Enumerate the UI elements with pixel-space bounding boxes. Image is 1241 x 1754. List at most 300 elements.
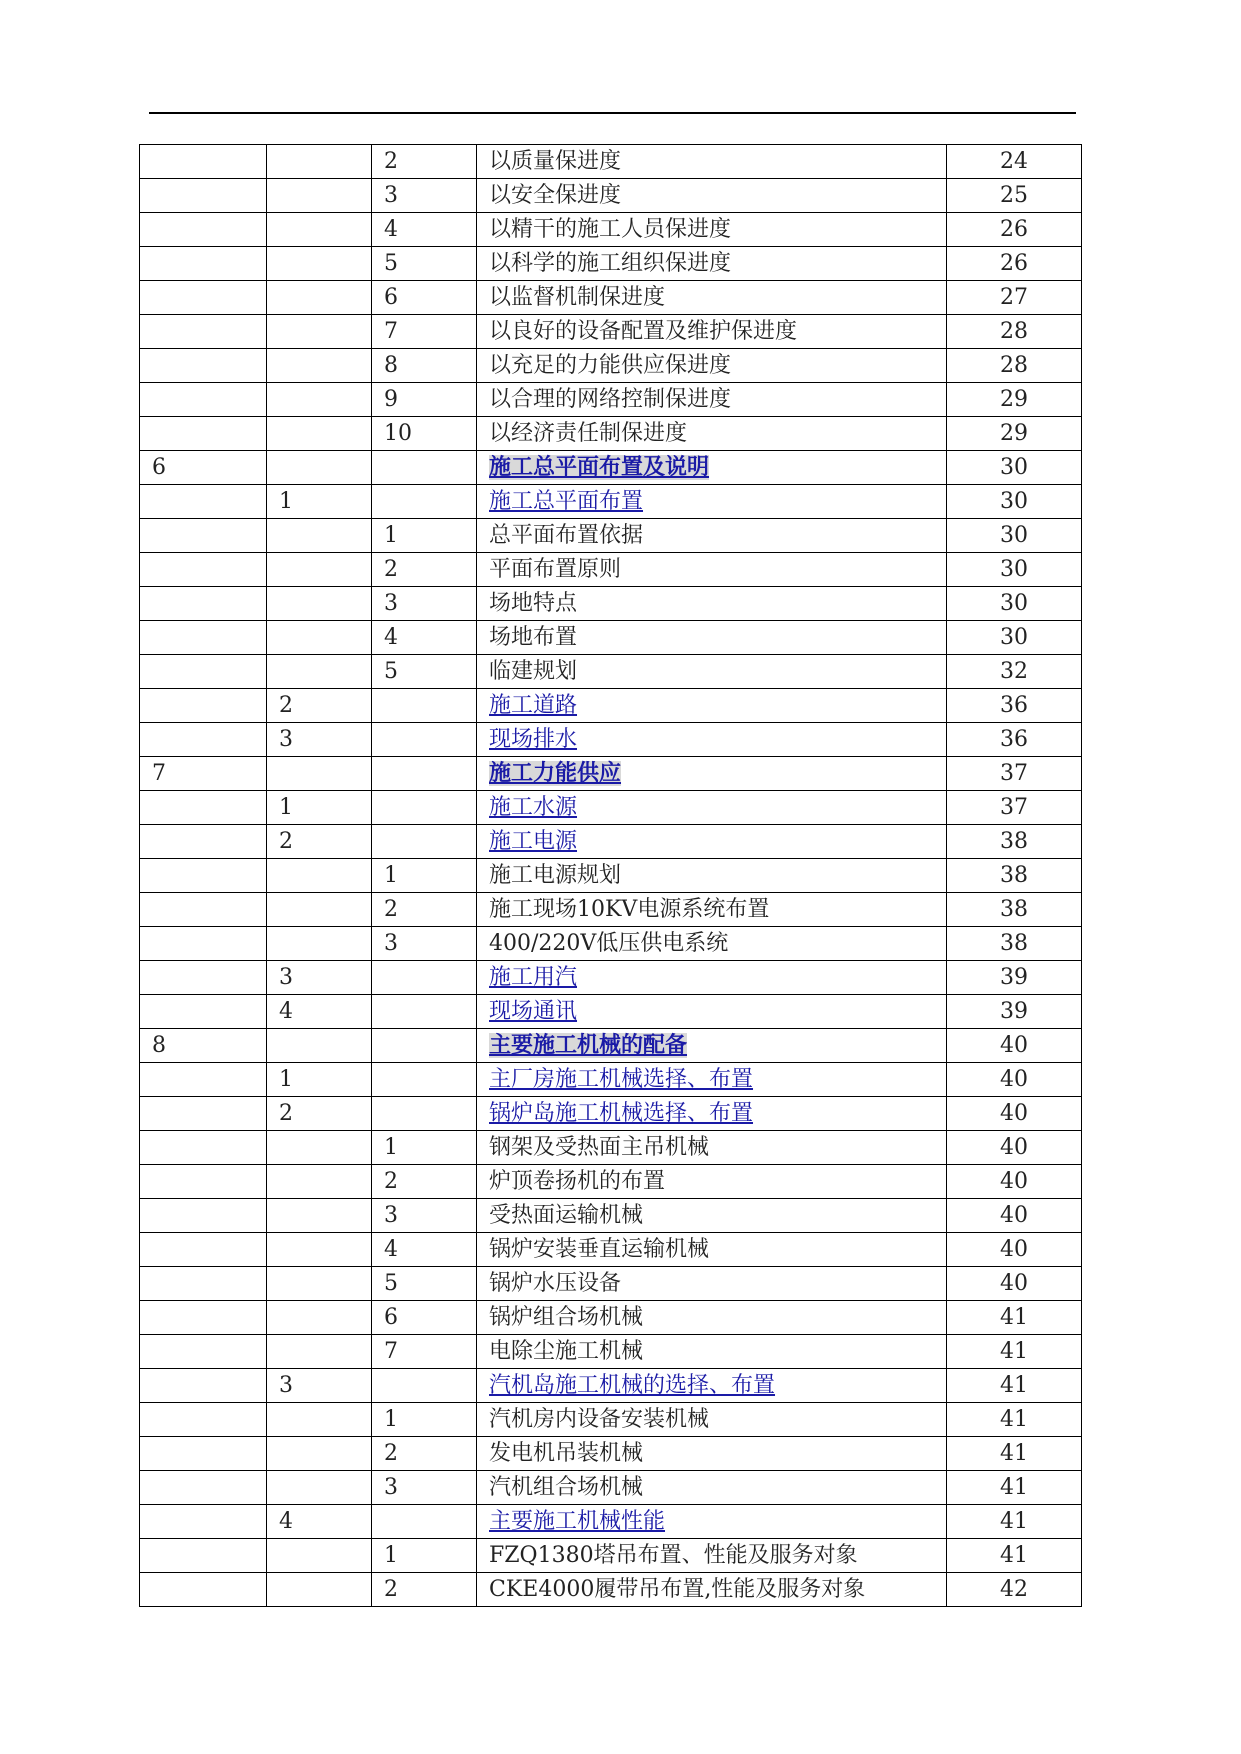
toc-level3-number xyxy=(372,961,477,995)
toc-level1-number xyxy=(140,1505,267,1539)
toc-level1-number xyxy=(140,621,267,655)
toc-level3-number xyxy=(372,689,477,723)
toc-level1-number xyxy=(140,315,267,349)
toc-level3-number: 1 xyxy=(372,1539,477,1573)
toc-title-cell[interactable] xyxy=(477,825,947,859)
toc-row xyxy=(140,281,1082,315)
toc-level2-number xyxy=(267,1335,372,1369)
toc-subsection-title: 以监督机制保进度 xyxy=(489,285,666,310)
toc-page-number: 37 xyxy=(947,757,1082,791)
toc-page-number: 40 xyxy=(947,1097,1082,1131)
toc-level1-number xyxy=(140,927,267,961)
toc-title-cell[interactable] xyxy=(477,451,947,485)
toc-title-cell xyxy=(477,893,947,927)
toc-title-cell xyxy=(477,1573,947,1607)
toc-subsection-title: 炉顶卷扬机的布置 xyxy=(489,1169,666,1194)
toc-title-cell xyxy=(477,179,947,213)
toc-level1-number: 8 xyxy=(140,1029,267,1063)
toc-level3-number: 1 xyxy=(372,519,477,553)
toc-level1-number xyxy=(140,553,267,587)
toc-level1-number xyxy=(140,1097,267,1131)
toc-title-cell xyxy=(477,1233,947,1267)
toc-row xyxy=(140,859,1082,893)
toc-level1-number xyxy=(140,349,267,383)
toc-page-number: 39 xyxy=(947,961,1082,995)
toc-level3-number: 2 xyxy=(372,145,477,179)
toc-subsection-title: 以经济责任制保进度 xyxy=(489,421,688,446)
toc-title-cell xyxy=(477,417,947,451)
toc-section-link[interactable]: 施工水源 xyxy=(489,795,578,820)
toc-level3-number: 1 xyxy=(372,1403,477,1437)
toc-level1-number xyxy=(140,485,267,519)
toc-level2-number xyxy=(267,1131,372,1165)
toc-page-number: 40 xyxy=(947,1233,1082,1267)
toc-level1-number xyxy=(140,1301,267,1335)
toc-row xyxy=(140,1573,1082,1607)
toc-title-cell xyxy=(477,1301,947,1335)
toc-level2-number xyxy=(267,281,372,315)
toc-level3-number: 2 xyxy=(372,553,477,587)
toc-level2-number xyxy=(267,349,372,383)
toc-title-cell xyxy=(477,1471,947,1505)
toc-level1-number xyxy=(140,825,267,859)
toc-title-cell[interactable] xyxy=(477,1029,947,1063)
toc-level2-number xyxy=(267,1233,372,1267)
toc-page-number: 41 xyxy=(947,1403,1082,1437)
toc-level1-number xyxy=(140,1539,267,1573)
toc-row xyxy=(140,417,1082,451)
toc-level2-number xyxy=(267,213,372,247)
toc-title-cell[interactable] xyxy=(477,723,947,757)
toc-level2-number xyxy=(267,587,372,621)
toc-page-number: 41 xyxy=(947,1471,1082,1505)
toc-level1-number xyxy=(140,417,267,451)
toc-section-link[interactable]: 施工总平面布置 xyxy=(489,489,644,514)
toc-page-number: 41 xyxy=(947,1505,1082,1539)
toc-subsection-title: 锅炉组合场机械 xyxy=(489,1305,644,1330)
toc-level3-number: 2 xyxy=(372,893,477,927)
toc-page-number: 37 xyxy=(947,791,1082,825)
toc-page-number: 26 xyxy=(947,247,1082,281)
toc-level3-number xyxy=(372,825,477,859)
toc-level3-number xyxy=(372,1029,477,1063)
toc-row xyxy=(140,519,1082,553)
toc-title-cell xyxy=(477,1403,947,1437)
toc-level3-number: 4 xyxy=(372,621,477,655)
toc-subsection-title: 电除尘施工机械 xyxy=(489,1339,644,1364)
toc-level1-number xyxy=(140,145,267,179)
toc-subsection-title: 以合理的网络控制保进度 xyxy=(489,387,732,412)
toc-chapter-link[interactable]: 主要施工机械的配备 xyxy=(489,1033,688,1058)
toc-level2-number xyxy=(267,1437,372,1471)
toc-section-link[interactable]: 锅炉岛施工机械选择、布置 xyxy=(489,1101,754,1126)
toc-level2-number: 1 xyxy=(267,1063,372,1097)
toc-level3-number xyxy=(372,451,477,485)
toc-level3-number: 3 xyxy=(372,1199,477,1233)
toc-table xyxy=(139,144,1082,1607)
toc-level3-number xyxy=(372,723,477,757)
toc-level3-number: 8 xyxy=(372,349,477,383)
toc-row xyxy=(140,893,1082,927)
toc-level1-number xyxy=(140,1267,267,1301)
toc-row xyxy=(140,1029,1082,1063)
toc-level3-number: 1 xyxy=(372,1131,477,1165)
toc-subsection-title: 施工电源规划 xyxy=(489,863,622,888)
toc-level3-number: 3 xyxy=(372,587,477,621)
toc-page-number: 41 xyxy=(947,1539,1082,1573)
toc-row xyxy=(140,1437,1082,1471)
toc-page-number: 41 xyxy=(947,1301,1082,1335)
toc-row xyxy=(140,1063,1082,1097)
toc-row xyxy=(140,757,1082,791)
toc-title-cell[interactable] xyxy=(477,1063,947,1097)
toc-title-cell[interactable] xyxy=(477,689,947,723)
toc-title-cell[interactable] xyxy=(477,1369,947,1403)
toc-row xyxy=(140,1199,1082,1233)
toc-subsection-title: 锅炉水压设备 xyxy=(489,1271,622,1296)
toc-level3-number xyxy=(372,485,477,519)
toc-level1-number xyxy=(140,519,267,553)
toc-level1-number: 6 xyxy=(140,451,267,485)
toc-title-cell xyxy=(477,655,947,689)
toc-level2-number xyxy=(267,1165,372,1199)
toc-level2-number xyxy=(267,893,372,927)
toc-level3-number xyxy=(372,1097,477,1131)
toc-level2-number xyxy=(267,179,372,213)
toc-subsection-title: 以科学的施工组织保进度 xyxy=(489,251,732,276)
toc-title-cell xyxy=(477,1165,947,1199)
toc-subsection-title: 以质量保进度 xyxy=(489,149,622,174)
toc-title-cell xyxy=(477,927,947,961)
toc-section-link[interactable]: 主要施工机械性能 xyxy=(489,1509,666,1534)
toc-section-link[interactable]: 汽机岛施工机械的选择、布置 xyxy=(489,1373,776,1398)
toc-subsection-title: 场地布置 xyxy=(489,625,578,650)
toc-level1-number xyxy=(140,1199,267,1233)
toc-subsection-title: 以精干的施工人员保进度 xyxy=(489,217,732,242)
toc-title-cell[interactable] xyxy=(477,757,947,791)
toc-page-number: 41 xyxy=(947,1369,1082,1403)
toc-level2-number xyxy=(267,859,372,893)
toc-level2-number: 3 xyxy=(267,723,372,757)
toc-level2-number xyxy=(267,1029,372,1063)
toc-level3-number: 2 xyxy=(372,1437,477,1471)
toc-page-number: 32 xyxy=(947,655,1082,689)
toc-level1-number xyxy=(140,1335,267,1369)
toc-level1-number xyxy=(140,383,267,417)
toc-page-number: 29 xyxy=(947,383,1082,417)
toc-title-cell xyxy=(477,315,947,349)
toc-page-number: 36 xyxy=(947,689,1082,723)
toc-subsection-title: 受热面运输机械 xyxy=(489,1203,644,1228)
toc-level1-number xyxy=(140,179,267,213)
toc-level2-number xyxy=(267,1403,372,1437)
toc-level2-number xyxy=(267,417,372,451)
toc-subsection-title: 平面布置原则 xyxy=(489,557,622,582)
toc-level2-number: 2 xyxy=(267,1097,372,1131)
toc-row xyxy=(140,621,1082,655)
toc-title-cell xyxy=(477,1539,947,1573)
toc-level1-number xyxy=(140,1131,267,1165)
toc-level2-number xyxy=(267,655,372,689)
toc-subsection-title: 临建规划 xyxy=(489,659,578,684)
toc-subsection-title: 钢架及受热面主吊机械 xyxy=(489,1135,710,1160)
toc-level2-number: 4 xyxy=(267,995,372,1029)
toc-level1-number xyxy=(140,1403,267,1437)
toc-page-number: 40 xyxy=(947,1131,1082,1165)
toc-row xyxy=(140,451,1082,485)
toc-row xyxy=(140,1539,1082,1573)
toc-title-cell xyxy=(477,349,947,383)
toc-row xyxy=(140,1131,1082,1165)
toc-row xyxy=(140,485,1082,519)
toc-row xyxy=(140,1403,1082,1437)
toc-level1-number xyxy=(140,723,267,757)
toc-level3-number: 5 xyxy=(372,1267,477,1301)
toc-page-number: 40 xyxy=(947,1029,1082,1063)
toc-title-cell xyxy=(477,213,947,247)
toc-level3-number xyxy=(372,1063,477,1097)
toc-level3-number: 3 xyxy=(372,179,477,213)
toc-section-link[interactable]: 施工道路 xyxy=(489,693,578,718)
toc-subsection-title: 场地特点 xyxy=(489,591,578,616)
toc-section-link[interactable]: 现场排水 xyxy=(489,727,578,752)
toc-level1-number xyxy=(140,281,267,315)
toc-level3-number: 3 xyxy=(372,1471,477,1505)
toc-level1-number xyxy=(140,247,267,281)
toc-title-cell xyxy=(477,281,947,315)
toc-subsection-title: 汽机组合场机械 xyxy=(489,1475,644,1500)
toc-page-number: 30 xyxy=(947,519,1082,553)
toc-title-cell[interactable] xyxy=(477,1505,947,1539)
toc-level3-number: 7 xyxy=(372,1335,477,1369)
toc-level1-number xyxy=(140,893,267,927)
toc-page-number: 41 xyxy=(947,1335,1082,1369)
toc-row xyxy=(140,825,1082,859)
toc-row xyxy=(140,1505,1082,1539)
toc-level2-number xyxy=(267,145,372,179)
toc-row xyxy=(140,791,1082,825)
toc-subsection-title: 以安全保进度 xyxy=(489,183,622,208)
toc-page-number: 29 xyxy=(947,417,1082,451)
toc-level2-number xyxy=(267,553,372,587)
toc-level2-number xyxy=(267,927,372,961)
toc-page-number: 40 xyxy=(947,1165,1082,1199)
toc-page-number: 36 xyxy=(947,723,1082,757)
toc-section-link[interactable]: 主厂房施工机械选择、布置 xyxy=(489,1067,754,1092)
toc-level3-number: 5 xyxy=(372,247,477,281)
toc-subsection-title: 锅炉安装垂直运输机械 xyxy=(489,1237,710,1262)
toc-level3-number: 6 xyxy=(372,1301,477,1335)
toc-row xyxy=(140,1471,1082,1505)
toc-row xyxy=(140,179,1082,213)
toc-level1-number xyxy=(140,791,267,825)
toc-row xyxy=(140,1165,1082,1199)
toc-chapter-link[interactable]: 施工力能供应 xyxy=(489,761,622,786)
toc-level2-number: 4 xyxy=(267,1505,372,1539)
toc-title-cell xyxy=(477,519,947,553)
toc-body xyxy=(140,145,1082,1607)
toc-level3-number xyxy=(372,757,477,791)
toc-page-number: 38 xyxy=(947,859,1082,893)
toc-level1-number xyxy=(140,859,267,893)
toc-page-number: 30 xyxy=(947,485,1082,519)
toc-page-number: 30 xyxy=(947,621,1082,655)
toc-level3-number: 7 xyxy=(372,315,477,349)
toc-row xyxy=(140,587,1082,621)
toc-title-cell xyxy=(477,621,947,655)
toc-level3-number: 2 xyxy=(372,1573,477,1607)
toc-section-link[interactable]: 现场通讯 xyxy=(489,999,578,1024)
toc-title-cell xyxy=(477,1199,947,1233)
toc-level1-number xyxy=(140,1437,267,1471)
toc-level3-number: 9 xyxy=(372,383,477,417)
toc-level2-number: 2 xyxy=(267,825,372,859)
toc-subsection-title: FZQ1380塔吊布置、性能及服务对象 xyxy=(489,1543,858,1568)
toc-level2-number xyxy=(267,519,372,553)
toc-level2-number xyxy=(267,247,372,281)
toc-page-number: 26 xyxy=(947,213,1082,247)
toc-level2-number xyxy=(267,315,372,349)
toc-level2-number xyxy=(267,1573,372,1607)
toc-chapter-link[interactable]: 施工总平面布置及说明 xyxy=(489,455,710,480)
header-rule xyxy=(149,112,1076,114)
toc-level2-number xyxy=(267,1199,372,1233)
toc-level3-number: 2 xyxy=(372,1165,477,1199)
toc-row xyxy=(140,1097,1082,1131)
toc-page-number: 30 xyxy=(947,451,1082,485)
toc-level2-number xyxy=(267,757,372,791)
toc-title-cell xyxy=(477,383,947,417)
toc-level1-number xyxy=(140,1063,267,1097)
toc-level3-number xyxy=(372,1505,477,1539)
toc-subsection-title: 发电机吊装机械 xyxy=(489,1441,644,1466)
toc-level2-number xyxy=(267,1267,372,1301)
toc-row xyxy=(140,349,1082,383)
toc-level1-number xyxy=(140,1233,267,1267)
toc-level3-number: 1 xyxy=(372,859,477,893)
toc-level1-number xyxy=(140,995,267,1029)
toc-page-number: 38 xyxy=(947,927,1082,961)
toc-level1-number xyxy=(140,1165,267,1199)
toc-section-link[interactable]: 施工电源 xyxy=(489,829,578,854)
toc-level1-number xyxy=(140,961,267,995)
toc-level2-number: 2 xyxy=(267,689,372,723)
toc-level3-number: 3 xyxy=(372,927,477,961)
toc-title-cell[interactable] xyxy=(477,995,947,1029)
toc-row xyxy=(140,553,1082,587)
toc-level2-number xyxy=(267,1301,372,1335)
toc-row xyxy=(140,383,1082,417)
toc-row xyxy=(140,145,1082,179)
toc-level2-number: 3 xyxy=(267,961,372,995)
toc-level2-number xyxy=(267,621,372,655)
toc-row xyxy=(140,213,1082,247)
toc-level1-number xyxy=(140,213,267,247)
toc-level3-number xyxy=(372,1369,477,1403)
toc-title-cell xyxy=(477,553,947,587)
toc-level2-number: 1 xyxy=(267,791,372,825)
toc-level1-number xyxy=(140,689,267,723)
toc-title-cell xyxy=(477,1437,947,1471)
toc-row xyxy=(140,1233,1082,1267)
toc-subsection-title: 施工现场10KV电源系统布置 xyxy=(489,897,770,922)
toc-level1-number xyxy=(140,655,267,689)
toc-level3-number: 4 xyxy=(372,213,477,247)
toc-section-link[interactable]: 施工用汽 xyxy=(489,965,578,990)
toc-page-number: 24 xyxy=(947,145,1082,179)
toc-title-cell[interactable] xyxy=(477,1097,947,1131)
toc-page-number: 40 xyxy=(947,1267,1082,1301)
toc-level3-number: 5 xyxy=(372,655,477,689)
toc-title-cell xyxy=(477,247,947,281)
toc-page-number: 25 xyxy=(947,179,1082,213)
toc-level3-number: 4 xyxy=(372,1233,477,1267)
toc-row xyxy=(140,1369,1082,1403)
toc-level2-number xyxy=(267,1471,372,1505)
toc-level2-number: 1 xyxy=(267,485,372,519)
toc-page-number: 38 xyxy=(947,825,1082,859)
toc-page-number: 30 xyxy=(947,587,1082,621)
toc-level1-number: 7 xyxy=(140,757,267,791)
toc-row xyxy=(140,1301,1082,1335)
toc-page-number: 40 xyxy=(947,1199,1082,1233)
toc-subsection-title: 汽机房内设备安装机械 xyxy=(489,1407,710,1432)
toc-title-cell xyxy=(477,1131,947,1165)
toc-row xyxy=(140,247,1082,281)
toc-title-cell xyxy=(477,145,947,179)
toc-title-cell xyxy=(477,1267,947,1301)
toc-row xyxy=(140,1335,1082,1369)
toc-subsection-title: CKE4000履带吊布置,性能及服务对象 xyxy=(489,1577,866,1602)
toc-title-cell xyxy=(477,859,947,893)
toc-level1-number xyxy=(140,1573,267,1607)
toc-title-cell[interactable] xyxy=(477,485,947,519)
toc-page-number: 39 xyxy=(947,995,1082,1029)
toc-title-cell[interactable] xyxy=(477,961,947,995)
toc-subsection-title: 400/220V低压供电系统 xyxy=(489,931,729,956)
toc-level2-number: 3 xyxy=(267,1369,372,1403)
toc-row xyxy=(140,655,1082,689)
toc-page-number: 30 xyxy=(947,553,1082,587)
toc-level2-number xyxy=(267,383,372,417)
toc-level3-number xyxy=(372,995,477,1029)
toc-subsection-title: 以良好的设备配置及维护保进度 xyxy=(489,319,798,344)
toc-level2-number xyxy=(267,1539,372,1573)
toc-level3-number: 10 xyxy=(372,417,477,451)
toc-row xyxy=(140,927,1082,961)
toc-level1-number xyxy=(140,1369,267,1403)
toc-level1-number xyxy=(140,1471,267,1505)
toc-page-number: 27 xyxy=(947,281,1082,315)
toc-row xyxy=(140,689,1082,723)
toc-row xyxy=(140,1267,1082,1301)
toc-page-number: 40 xyxy=(947,1063,1082,1097)
toc-page-number: 41 xyxy=(947,1437,1082,1471)
toc-subsection-title: 以充足的力能供应保进度 xyxy=(489,353,732,378)
toc-level3-number xyxy=(372,791,477,825)
toc-page-number: 28 xyxy=(947,349,1082,383)
toc-page-number: 42 xyxy=(947,1573,1082,1607)
toc-title-cell[interactable] xyxy=(477,791,947,825)
toc-row xyxy=(140,961,1082,995)
toc-subsection-title: 总平面布置依据 xyxy=(489,523,644,548)
toc-row xyxy=(140,723,1082,757)
toc-level1-number xyxy=(140,587,267,621)
toc-level3-number: 6 xyxy=(372,281,477,315)
toc-title-cell xyxy=(477,587,947,621)
toc-row xyxy=(140,315,1082,349)
toc-page-number: 38 xyxy=(947,893,1082,927)
